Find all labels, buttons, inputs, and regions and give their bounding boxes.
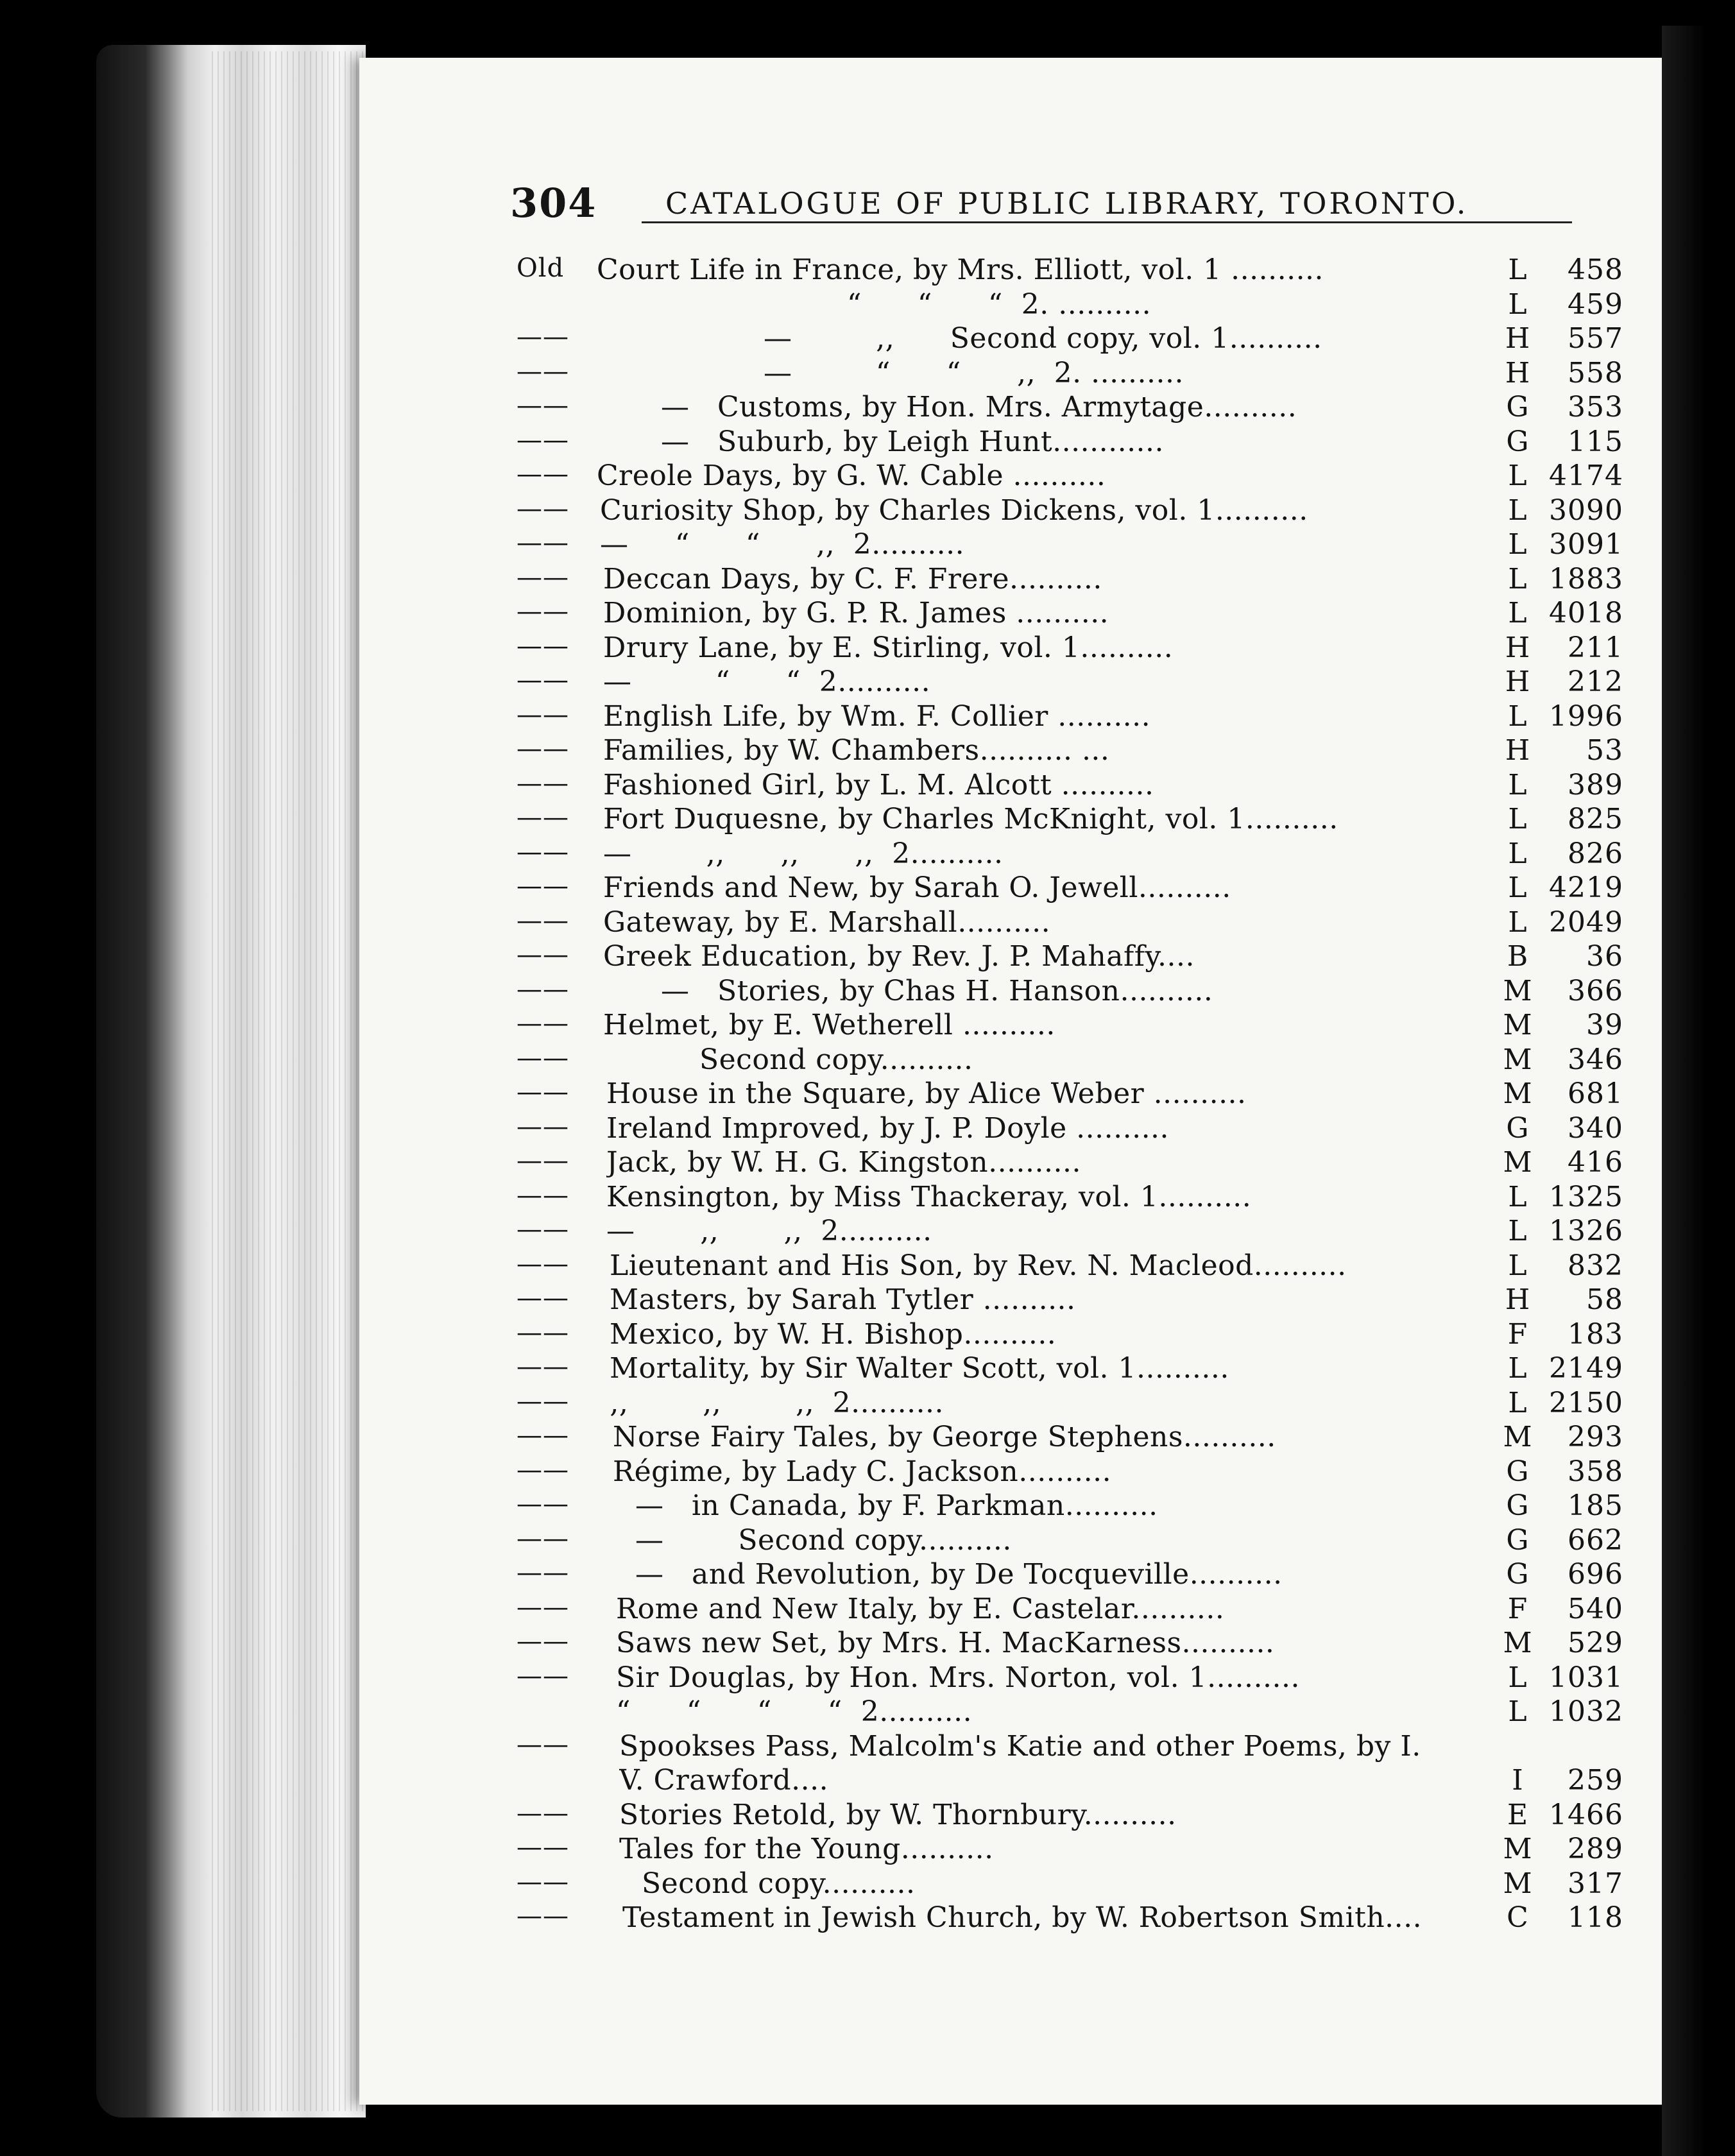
catalogue-entry — [507, 1867, 1623, 1902]
entry-shelf-letter: L — [1508, 528, 1527, 561]
catalogue-entry — [507, 1455, 1623, 1490]
catalogue-entries — [507, 253, 1623, 1936]
entry-marker: —— — [517, 974, 569, 1004]
entry-marker: —— — [517, 1077, 569, 1107]
catalogue-entry — [507, 459, 1623, 494]
entry-shelf-letter: H — [1505, 631, 1530, 664]
header-rule — [642, 221, 1572, 223]
catalogue-entry — [507, 425, 1623, 460]
catalogue-entry — [507, 700, 1623, 735]
entry-title: Kensington, by Miss Thackeray, vol. 1.......... — [606, 1180, 1252, 1213]
entry-title: — and Revolution, by De Tocqueville.......... — [635, 1558, 1283, 1591]
entry-number: 3091 — [1549, 528, 1623, 561]
entry-shelf-letter: L — [1508, 1215, 1527, 1247]
entry-shelf-letter: L — [1508, 871, 1527, 904]
entry-number: 2049 — [1549, 905, 1623, 939]
entry-shelf-letter: M — [1503, 1043, 1532, 1076]
entry-marker: —— — [517, 1180, 569, 1210]
entry-title: Families, by W. Chambers.......... ... — [603, 734, 1110, 767]
entry-title: — in Canada, by F. Parkman.......... — [635, 1489, 1158, 1522]
entry-marker: —— — [517, 1455, 569, 1485]
entry-shelf-letter: M — [1503, 1009, 1532, 1041]
entry-shelf-letter: H — [1505, 356, 1530, 389]
catalogue-entry — [507, 1593, 1623, 1627]
entry-number: 317 — [1568, 1867, 1623, 1900]
entry-number: 4219 — [1549, 871, 1623, 904]
entry-shelf-letter: M — [1503, 1421, 1532, 1453]
catalogue-entry — [507, 1215, 1623, 1249]
entry-number: 358 — [1568, 1455, 1623, 1488]
entry-marker: —— — [517, 1043, 569, 1073]
catalogue-entry — [507, 734, 1623, 769]
entry-title: — Customs, by Hon. Mrs. Armytage.......... — [661, 391, 1297, 424]
entry-marker: —— — [517, 459, 569, 489]
catalogue-entry — [507, 597, 1623, 631]
entry-marker: —— — [517, 1146, 569, 1176]
entry-shelf-letter: L — [1508, 1661, 1527, 1694]
entry-marker: —— — [517, 528, 569, 558]
entry-title: — ‚‚ ‚‚ 2.......... — [606, 1215, 932, 1247]
catalogue-entry — [507, 494, 1623, 529]
entry-number: 1325 — [1549, 1180, 1623, 1213]
entry-shelf-letter: L — [1508, 1352, 1527, 1385]
entry-shelf-letter: C — [1507, 1901, 1528, 1934]
entry-shelf-letter: G — [1506, 1558, 1529, 1591]
entry-title: Creole Days, by G. W. Cable .......... — [597, 459, 1106, 492]
entry-title: Fort Duquesne, by Charles McKnight, vol. 1.......... — [603, 803, 1338, 835]
entry-marker: —— — [517, 1489, 569, 1519]
entry-title: Greek Education, by Rev. J. P. Mahaffy.... — [603, 940, 1195, 973]
entry-shelf-letter: H — [1505, 322, 1530, 355]
entry-marker: —— — [517, 1661, 569, 1691]
catalogue-entry — [507, 1077, 1623, 1112]
entry-number: 115 — [1568, 425, 1623, 458]
entry-marker: —— — [517, 562, 569, 592]
entry-shelf-letter: F — [1507, 1592, 1528, 1625]
entry-number: 211 — [1568, 631, 1623, 664]
entry-title: Curiosity Shop, by Charles Dickens, vol. 1.......... — [600, 493, 1308, 527]
entry-number: 53 — [1586, 734, 1623, 767]
entry-shelf-letter: L — [1508, 1249, 1527, 1282]
entry-shelf-letter: I — [1512, 1764, 1523, 1797]
entry-title: — Second copy.......... — [635, 1523, 1012, 1557]
entry-marker: —— — [517, 1867, 569, 1897]
entry-marker: —— — [517, 1833, 569, 1862]
entry-shelf-letter: L — [1508, 597, 1527, 629]
entry-number: 1883 — [1549, 562, 1623, 595]
entry-number: 662 — [1568, 1523, 1623, 1557]
entry-number: 4018 — [1549, 597, 1623, 629]
entry-marker: —— — [517, 1386, 569, 1416]
entry-shelf-letter: M — [1503, 1867, 1532, 1900]
entry-marker: —— — [517, 768, 569, 798]
catalogue-entry — [507, 391, 1623, 425]
entry-number: 58 — [1586, 1283, 1623, 1316]
catalogue-entry — [507, 665, 1623, 700]
entry-title: Ireland Improved, by J. P. Doyle .......... — [606, 1111, 1170, 1145]
catalogue-entry — [507, 1695, 1623, 1730]
entry-title: Second copy.......... — [642, 1867, 916, 1900]
entry-marker: —— — [517, 391, 569, 420]
entry-shelf-letter: B — [1507, 940, 1528, 973]
entry-number: 832 — [1568, 1249, 1623, 1282]
catalogue-entry — [507, 1661, 1623, 1696]
catalogue-entry — [507, 803, 1623, 837]
catalogue-entry — [507, 528, 1623, 563]
entry-title: Régime, by Lady C. Jackson.......... — [613, 1455, 1112, 1488]
entry-marker: —— — [517, 803, 569, 832]
entry-shelf-letter: G — [1506, 1111, 1529, 1145]
catalogue-entry — [507, 906, 1623, 941]
entry-shelf-letter: G — [1506, 425, 1529, 458]
catalogue-entry — [507, 975, 1623, 1009]
entry-number: 185 — [1568, 1489, 1623, 1522]
entry-title: Court Life in France, by Mrs. Elliott, vol. 1 .......... — [597, 253, 1324, 286]
entry-title: Second copy.......... — [699, 1043, 973, 1076]
entry-title: Fashioned Girl, by L. M. Alcott .......... — [603, 768, 1154, 801]
entry-marker: —— — [517, 1111, 569, 1142]
entry-title: Dominion, by G. P. R. James .......... — [603, 597, 1109, 629]
entry-marker: —— — [517, 1009, 569, 1038]
catalogue-entry — [507, 1901, 1623, 1936]
entry-shelf-letter: L — [1508, 493, 1527, 527]
entry-shelf-letter: L — [1508, 459, 1527, 492]
entry-shelf-letter: L — [1508, 287, 1527, 321]
entry-shelf-letter: L — [1508, 837, 1527, 870]
entry-shelf-letter: F — [1507, 1317, 1528, 1351]
entry-marker: Old — [517, 253, 565, 283]
catalogue-entry — [507, 1799, 1623, 1833]
catalogue-entry — [507, 769, 1623, 803]
entry-shelf-letter: E — [1507, 1798, 1528, 1831]
entry-shelf-letter: G — [1506, 1489, 1529, 1522]
entry-number: 681 — [1568, 1077, 1623, 1110]
entry-marker: —— — [517, 1901, 569, 1931]
entry-title: Tales for the Young.......... — [619, 1833, 994, 1865]
entry-marker: —— — [517, 837, 569, 867]
catalogue-entry — [507, 1009, 1623, 1043]
entry-shelf-letter: M — [1503, 1077, 1532, 1110]
entry-number: 2149 — [1549, 1352, 1623, 1385]
entry-marker: —— — [517, 871, 569, 901]
page-edge-texture — [212, 51, 366, 2111]
catalogue-entry — [507, 1489, 1623, 1524]
entry-title: “ “ “ 2. .......... — [847, 287, 1152, 321]
entry-title: Friends and New, by Sarah O. Jewell.......... — [603, 871, 1231, 904]
entry-shelf-letter: M — [1503, 1833, 1532, 1865]
entry-title: — Suburb, by Leigh Hunt............ — [661, 425, 1165, 458]
entry-number: 2150 — [1549, 1386, 1623, 1419]
catalogue-entry — [507, 1833, 1623, 1867]
entry-number: 1326 — [1549, 1215, 1623, 1247]
catalogue-entry — [507, 357, 1623, 391]
entry-number: 1031 — [1549, 1661, 1623, 1694]
catalogue-entry — [507, 1146, 1623, 1181]
entry-number: 826 — [1568, 837, 1623, 870]
entry-marker: —— — [517, 905, 569, 936]
entry-title: — ‚‚ ‚‚ ‚‚ 2.......... — [603, 837, 1004, 870]
catalogue-entry — [507, 631, 1623, 666]
entry-number: 825 — [1568, 803, 1623, 835]
entry-number: 212 — [1568, 665, 1623, 698]
entry-number: 353 — [1568, 391, 1623, 424]
entry-number: 529 — [1568, 1627, 1623, 1659]
entry-number: 459 — [1568, 287, 1623, 321]
entry-shelf-letter: G — [1506, 1455, 1529, 1488]
catalogue-entry — [507, 1043, 1623, 1078]
entry-shelf-letter: H — [1505, 1283, 1530, 1316]
catalogue-entry — [507, 1181, 1623, 1215]
entry-number: 1032 — [1549, 1695, 1623, 1728]
catalogue-entry — [507, 837, 1623, 872]
entry-marker: —— — [517, 322, 569, 352]
entry-title: Drury Lane, by E. Stirling, vol. 1.......... — [603, 631, 1174, 664]
entry-shelf-letter: L — [1508, 768, 1527, 801]
entry-marker: —— — [517, 356, 569, 386]
entry-title: Deccan Days, by C. F. Frere.......... — [603, 562, 1102, 595]
catalogue-entry — [507, 1627, 1623, 1661]
entry-number: 293 — [1568, 1421, 1623, 1453]
entry-marker: —— — [517, 1798, 569, 1828]
facing-page-edge — [1662, 26, 1735, 2156]
catalogue-entry — [507, 1764, 1623, 1799]
entry-title: V. Crawford.... — [619, 1764, 829, 1797]
entry-marker: —— — [517, 1317, 569, 1348]
catalogue-entry — [507, 1283, 1623, 1318]
entry-marker: —— — [517, 1627, 569, 1656]
entry-title: Mortality, by Sir Walter Scott, vol. 1.......... — [610, 1352, 1229, 1385]
entry-number: 346 — [1568, 1043, 1623, 1076]
catalogue-entry — [507, 1112, 1623, 1147]
entry-shelf-letter: L — [1508, 1180, 1527, 1213]
entry-title: — “ “ 2.......... — [603, 665, 931, 698]
entry-marker: —— — [517, 631, 569, 661]
entry-number: 118 — [1568, 1901, 1623, 1934]
catalogue-entry — [507, 1558, 1623, 1593]
catalogue-entry — [507, 1387, 1623, 1421]
entry-shelf-letter: L — [1508, 905, 1527, 939]
entry-number: 1466 — [1549, 1798, 1623, 1831]
entry-title: Rome and New Italy, by E. Castelar.......... — [616, 1592, 1225, 1625]
entry-title: Helmet, by E. Wetherell .......... — [603, 1009, 1056, 1041]
entry-number: 458 — [1568, 253, 1623, 286]
entry-number: 389 — [1568, 768, 1623, 801]
entry-marker: —— — [517, 1558, 569, 1587]
running-head — [510, 180, 1469, 231]
entry-title: Jack, by W. H. G. Kingston.......... — [606, 1146, 1081, 1179]
entry-marker: —— — [517, 1729, 569, 1759]
entry-number: 39 — [1586, 1009, 1623, 1041]
entry-shelf-letter: G — [1506, 1523, 1529, 1557]
entry-title: Mexico, by W. H. Bishop.......... — [610, 1317, 1057, 1351]
entry-shelf-letter: L — [1508, 1386, 1527, 1419]
entry-number: 183 — [1568, 1317, 1623, 1351]
entry-title: Norse Fairy Tales, by George Stephens.......... — [613, 1421, 1276, 1453]
entry-shelf-letter: M — [1503, 974, 1532, 1007]
entry-shelf-letter: M — [1503, 1146, 1532, 1179]
entry-number: 696 — [1568, 1558, 1623, 1591]
entry-title: ‚‚ ‚‚ ‚‚ 2.......... — [610, 1386, 944, 1419]
entry-shelf-letter: L — [1508, 803, 1527, 835]
entry-number: 340 — [1568, 1111, 1623, 1145]
entry-title: Testament in Jewish Church, by W. Robertson Smith.... — [622, 1901, 1423, 1934]
entry-number: 540 — [1568, 1592, 1623, 1625]
entry-number: 3090 — [1549, 493, 1623, 527]
catalogue-entry — [507, 253, 1623, 288]
entry-marker: —— — [517, 940, 569, 970]
entry-number: 416 — [1568, 1146, 1623, 1179]
entry-shelf-letter: H — [1505, 665, 1530, 698]
entry-shelf-letter: G — [1506, 391, 1529, 424]
entry-number: 36 — [1586, 940, 1623, 973]
entry-title: — ‚‚ Second copy, vol. 1.......... — [764, 322, 1322, 355]
entry-title: Gateway, by E. Marshall.......... — [603, 905, 1051, 939]
entry-title: Saws new Set, by Mrs. H. MacKarness.......... — [616, 1627, 1275, 1659]
entry-marker: —— — [517, 665, 569, 695]
entry-title: Lieutenant and His Son, by Rev. N. Macleod.......... — [610, 1249, 1347, 1282]
entry-title: Spookses Pass, Malcolm's Katie and other Poems, by I. — [619, 1729, 1421, 1763]
catalogue-entry — [507, 288, 1623, 323]
entry-marker: —— — [517, 597, 569, 626]
entry-number: 1996 — [1549, 699, 1623, 733]
entry-title: — Stories, by Chas H. Hanson.......... — [661, 974, 1213, 1007]
entry-marker: —— — [517, 699, 569, 730]
entry-title: Masters, by Sarah Tytler .......... — [610, 1283, 1076, 1316]
page-header-title: CATALOGUE OF PUBLIC LIBRARY, TORONTO. — [665, 186, 1469, 221]
entry-number: 558 — [1568, 356, 1623, 389]
entry-title: House in the Square, by Alice Weber .......... — [606, 1077, 1247, 1110]
entry-number: 259 — [1568, 1764, 1623, 1797]
entry-shelf-letter: H — [1505, 734, 1530, 767]
entry-shelf-letter: L — [1508, 699, 1527, 733]
catalogue-entry — [507, 940, 1623, 975]
catalogue-entry — [507, 322, 1623, 357]
entry-number: 366 — [1568, 974, 1623, 1007]
entry-marker: —— — [517, 1352, 569, 1382]
catalogue-entry — [507, 1730, 1623, 1765]
entry-title: English Life, by Wm. F. Collier .......... — [603, 699, 1151, 733]
entry-title: — “ “ ‚‚ 2.......... — [600, 528, 965, 561]
entry-marker: —— — [517, 1592, 569, 1622]
entry-shelf-letter: L — [1508, 562, 1527, 595]
entry-marker: —— — [517, 1215, 569, 1244]
entry-number: 4174 — [1549, 459, 1623, 492]
page-number: 304 — [510, 180, 597, 227]
entry-number: 557 — [1568, 322, 1623, 355]
entry-shelf-letter: L — [1508, 253, 1527, 286]
catalogue-entry — [507, 1524, 1623, 1559]
entry-marker: —— — [517, 1249, 569, 1279]
catalogue-entry — [507, 1318, 1623, 1353]
catalogue-entry — [507, 871, 1623, 906]
entry-marker: —— — [517, 1421, 569, 1450]
entry-title: Stories Retold, by W. Thornbury.......... — [619, 1798, 1177, 1831]
entry-marker: —— — [517, 734, 569, 764]
entry-shelf-letter: M — [1503, 1627, 1532, 1659]
entry-marker: —— — [517, 1523, 569, 1553]
catalogue-entry — [507, 1352, 1623, 1387]
entry-marker: —— — [517, 493, 569, 524]
entry-shelf-letter: L — [1508, 1695, 1527, 1728]
entry-number: 289 — [1568, 1833, 1623, 1865]
catalogue-entry — [507, 1249, 1623, 1284]
entry-title: “ “ “ “ 2.......... — [616, 1695, 973, 1728]
entry-marker: —— — [517, 1283, 569, 1313]
entry-title: — “ “ ‚‚ 2. .......... — [764, 356, 1184, 389]
catalogue-entry — [507, 563, 1623, 597]
entry-marker: —— — [517, 425, 569, 455]
entry-title: Sir Douglas, by Hon. Mrs. Norton, vol. 1.......... — [616, 1661, 1300, 1694]
catalogue-entry — [507, 1421, 1623, 1455]
